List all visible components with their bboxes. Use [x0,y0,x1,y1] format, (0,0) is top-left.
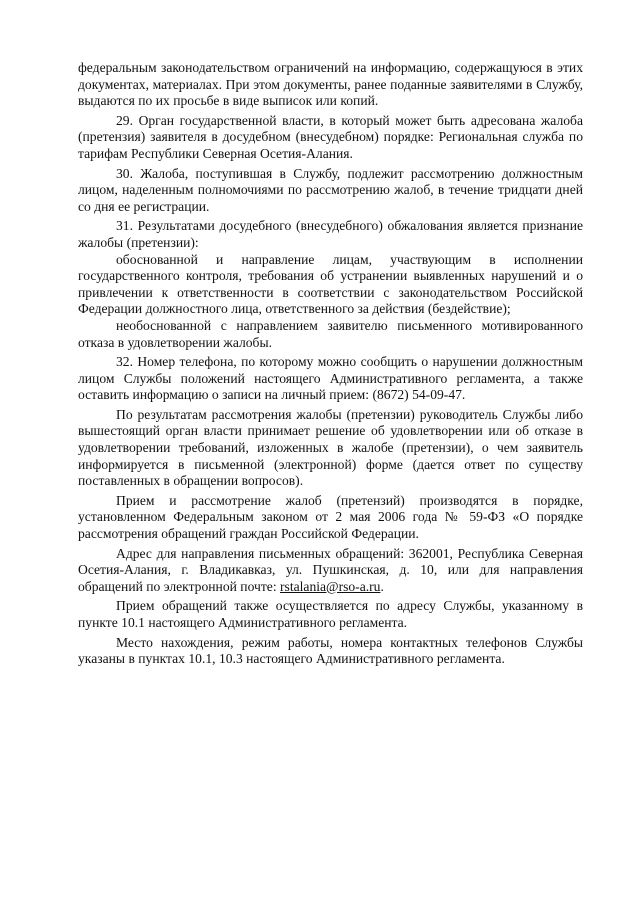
paragraph-location: Место нахождения, режим работы, номера контактных телефонов Службы указаны в пунктах 10.1, 10.3 настоящего Административного регламента. [78,634,583,667]
document-page [78,60,583,668]
paragraph-result: По результатам рассмотрения жалобы (претензии) руководитель Службы либо вышестоящий орган власти принимает решение об удовлетворении или об отказе в удовлетворении требований, изложенных в жалобе (претензии), о чем заявитель информируется в письменной (электронной) форме (дается ответ по существу поставленных в обращении вопросов). [78,406,583,489]
address-end: . [380,578,384,594]
email-link[interactable]: rstalania@rso-a.ru [280,578,381,594]
paragraph-29: 29. Орган государственной власти, в который может быть адресована жалоба (претензия) заявителя в досудебном (внесудебном) порядке: Региональная служба по тарифам Республики Северная Осетия-Алания. [78,112,583,161]
paragraph-31-justified: обоснованной и направление лицам, участвующим в исполнении государственного контроля, требования об устранении выявленных нарушений и о привлечении к ответственности в соответствии с законодательством Российской Федерации должностного лица, ответственного за действия (бездействие); [78,251,583,317]
paragraph-31: 31. Результатами досудебного (внесудебного) обжалования является признание жалобы (претензии): [78,218,583,250]
paragraph-30: 30. Жалоба, поступившая в Службу, подлежит рассмотрению должностным лицом, наделенным полномочиями по рассмотрению жалоб, в течение тридцати дней со дня ее регистрации. [78,165,583,214]
paragraph-office: Прием обращений также осуществляется по адресу Службы, указанному в пункте 10.1 настоящего Административного регламента. [78,598,583,630]
paragraph-continuation: федеральным законодательством ограничений на информацию, содержащуюся в этих документах, материалах. При этом документы, ранее поданные заявителями в Службу, выдаются по их просьбе в виде выписок или копий. [78,60,583,109]
paragraph-32: 32. Номер телефона, по которому можно сообщить о нарушении должностным лицом Службы положений настоящего Административного регламента, а также оставить информацию о записи на личный прием: (8672) 54-09-47. [78,354,583,403]
paragraph-address [78,546,583,596]
paragraph-31-unjustified: необоснованной с направлением заявителю письменного мотивированного отказа в удовлетворении жалобы. [78,317,583,350]
address-text: Адрес для направления письменных обращений: 362001, Республика Северная Осетия-Алания, г. Владикавказ, ул. Пушкинская, д. 10, или для направления обращений по электронной почте: [78,545,583,594]
paragraph-reception: Прием и рассмотрение жалоб (претензий) производятся в порядке, установленном Федеральным законом от 2 мая 2006 года № 59-ФЗ «О порядке рассмотрения обращений граждан Российской Федерации. [78,492,583,542]
